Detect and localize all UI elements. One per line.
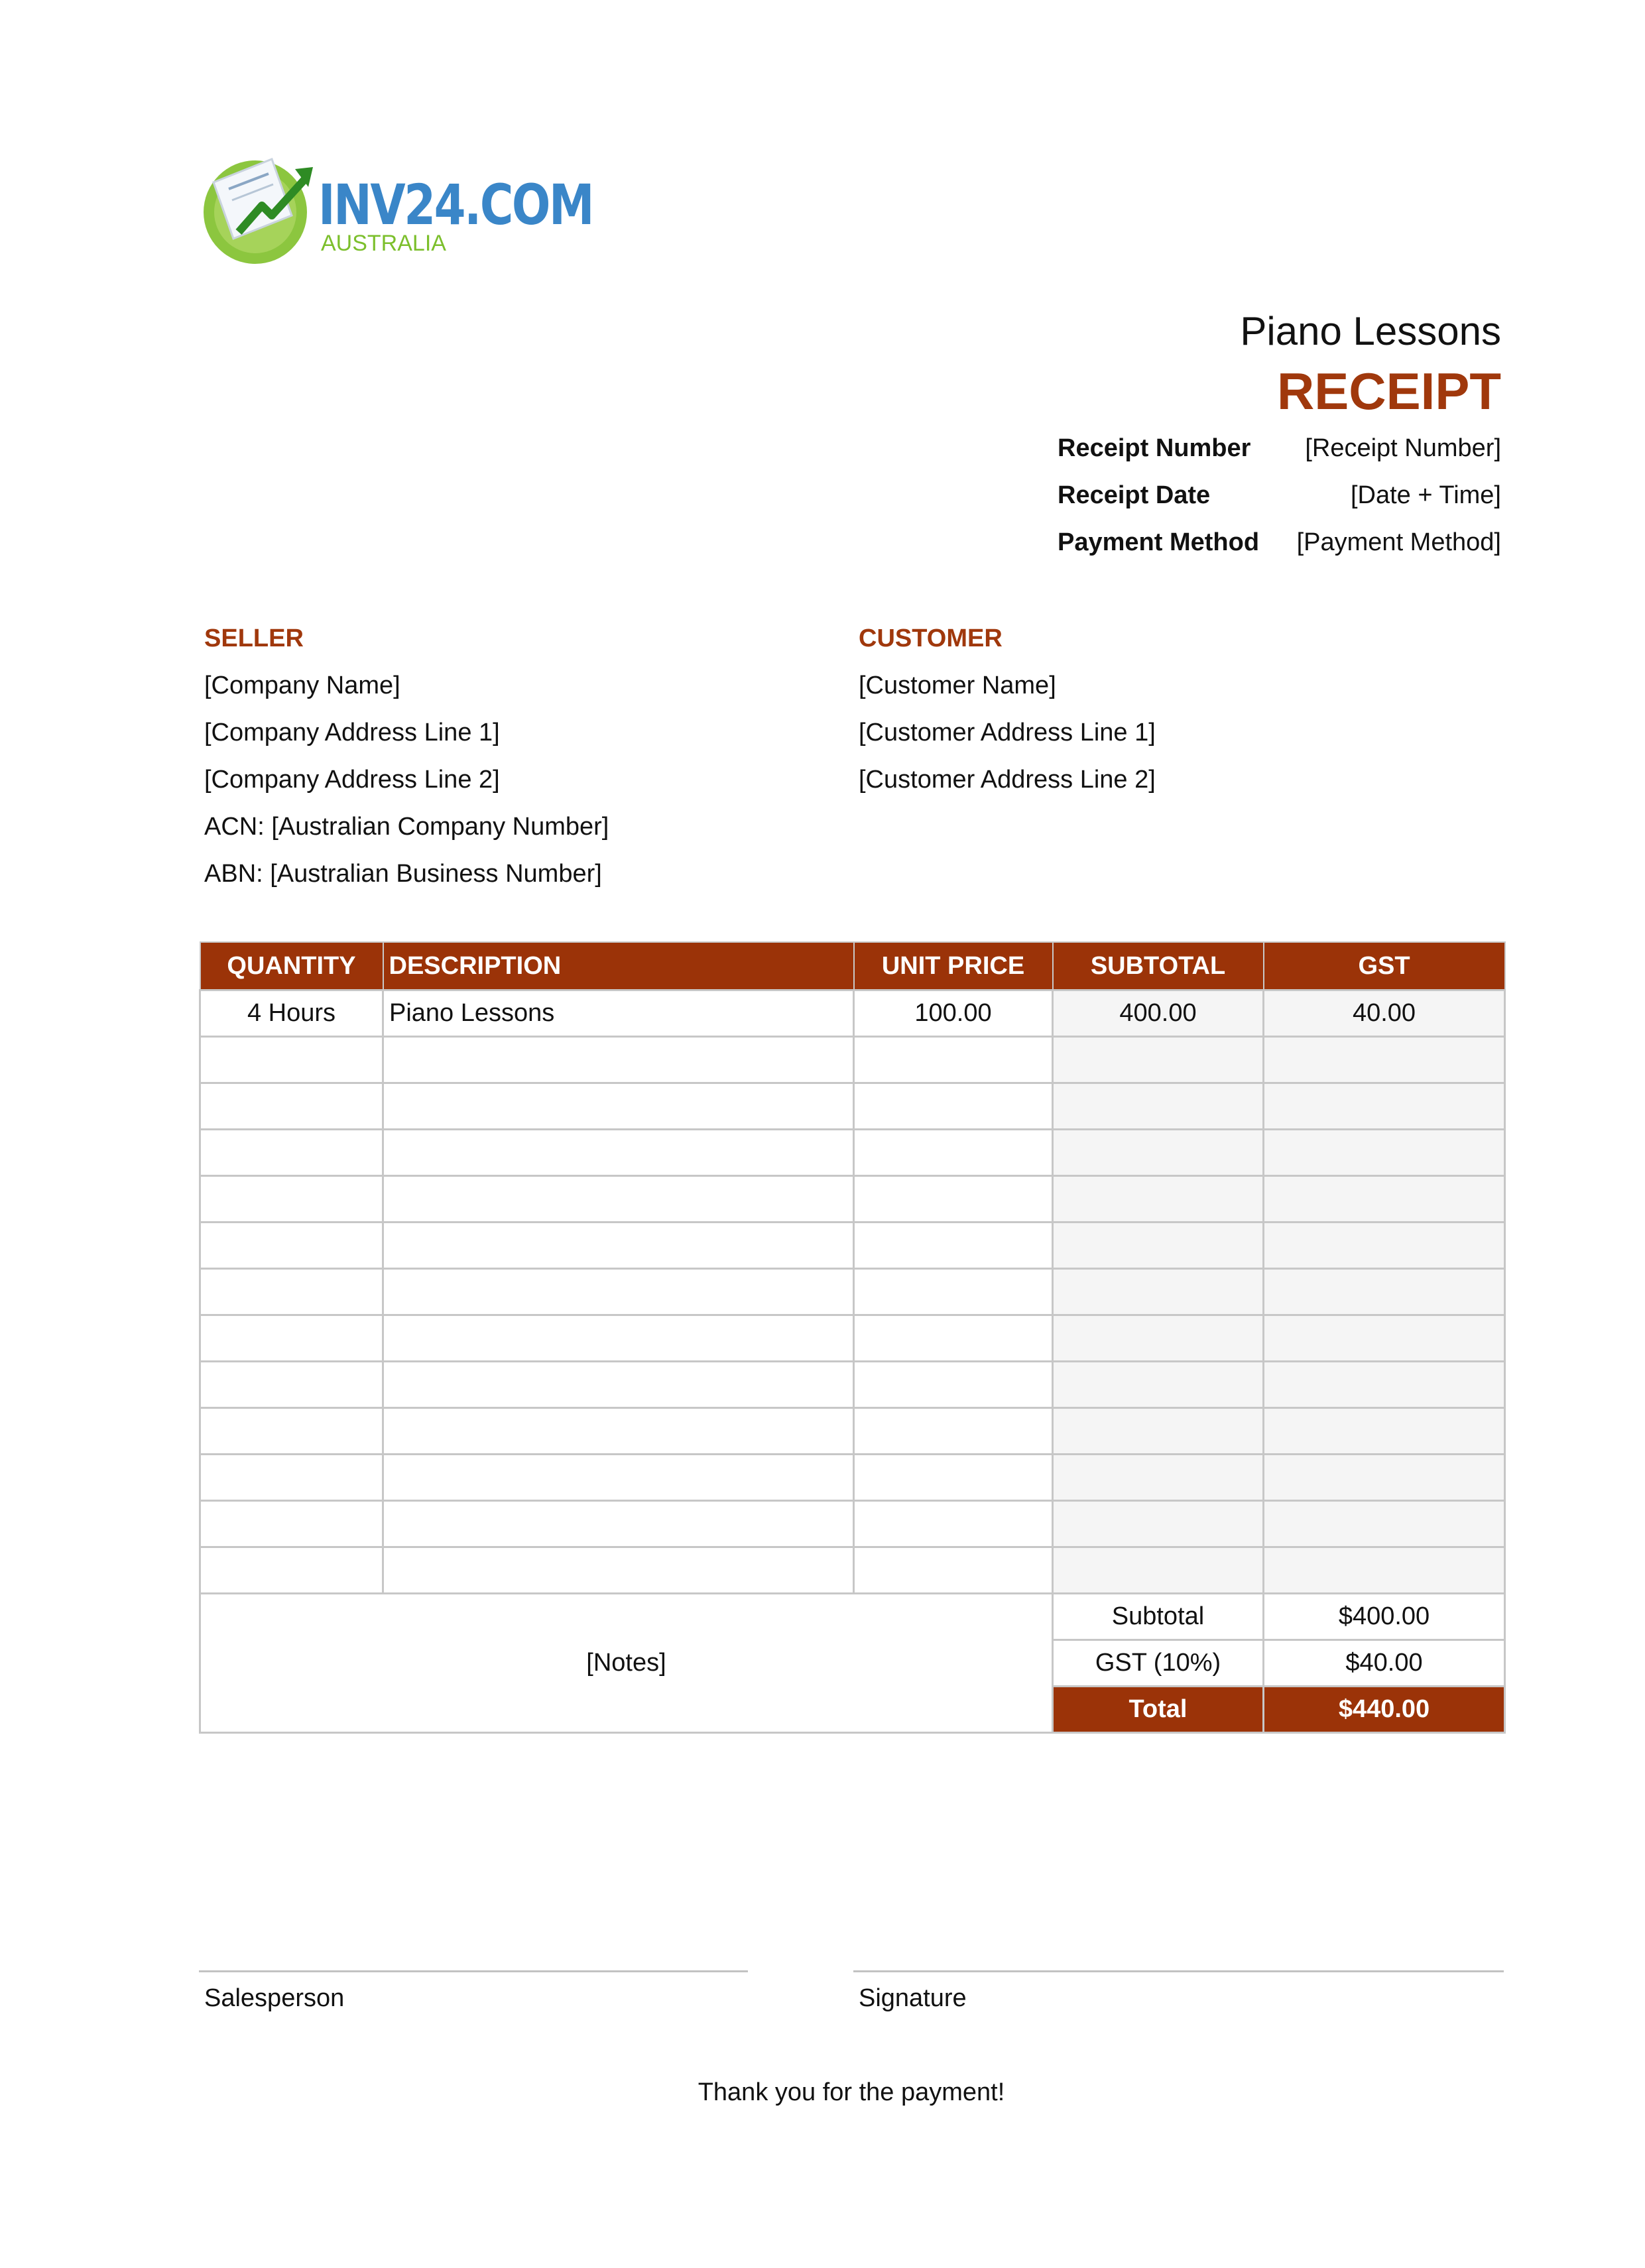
- subtotal-cell: [1053, 1083, 1264, 1130]
- quantity-cell: [200, 1455, 383, 1501]
- column-header-unit-price: UNIT PRICE: [854, 942, 1053, 990]
- payment-method-label: Payment Method: [1058, 528, 1260, 556]
- quantity-cell: [200, 1130, 383, 1176]
- gst-cell: [1264, 1501, 1505, 1547]
- gst-cell: [1264, 1315, 1505, 1362]
- thank-you-note: Thank you for the payment!: [698, 2078, 1005, 2106]
- document-growth-arrow-icon: [199, 152, 318, 265]
- column-header-quantity: QUANTITY: [200, 942, 383, 990]
- quantity-cell: [200, 1176, 383, 1223]
- quantity-cell: [200, 1269, 383, 1315]
- gst-cell: [1264, 1130, 1505, 1176]
- gst-cell: [1264, 1455, 1505, 1501]
- quantity-cell: [200, 1501, 383, 1547]
- quantity-cell: [200, 1408, 383, 1455]
- subtotal-cell: [1053, 1547, 1264, 1594]
- document-subtitle: Piano Lessons: [1240, 309, 1501, 353]
- description-cell: [383, 1315, 854, 1362]
- unit-price-cell: [854, 1315, 1053, 1362]
- description-cell: [383, 1362, 854, 1408]
- unit-price-cell: [854, 1223, 1053, 1269]
- customer-line: [Customer Address Line 1]: [859, 719, 1156, 746]
- table-row: [200, 1547, 1505, 1594]
- quantity-cell: [200, 1037, 383, 1083]
- quantity-cell: [200, 1315, 383, 1362]
- gst-cell: [1264, 1223, 1505, 1269]
- unit-price-cell: 100.00: [854, 990, 1053, 1037]
- notes-cell: [Notes]: [200, 1594, 1053, 1733]
- salesperson-signature-line: [199, 1970, 748, 1972]
- gst-cell: [1264, 1269, 1505, 1315]
- payment-method-value: [Payment Method]: [1296, 528, 1501, 556]
- quantity-cell: [200, 1547, 383, 1594]
- salesperson-label: Salesperson: [204, 1984, 345, 2012]
- table-row: [200, 1455, 1505, 1501]
- subtotal-cell: [1053, 1408, 1264, 1455]
- table-header-row: [200, 942, 1505, 990]
- quantity-cell: 4 Hours: [200, 990, 383, 1037]
- unit-price-cell: [854, 1501, 1053, 1547]
- column-header-gst: GST: [1264, 942, 1505, 990]
- description-cell: [383, 1408, 854, 1455]
- subtotal-cell: [1053, 1362, 1264, 1408]
- totals-row-subtotal: [200, 1594, 1505, 1640]
- gst-cell: [1264, 1176, 1505, 1223]
- customer-heading: CUSTOMER: [859, 625, 1003, 652]
- table-row: [200, 1223, 1505, 1269]
- subtotal-cell: 400.00: [1053, 990, 1264, 1037]
- description-cell: Piano Lessons: [383, 990, 854, 1037]
- signature-line: [853, 1970, 1504, 1972]
- gst-cell: [1264, 1547, 1505, 1594]
- description-cell: [383, 1223, 854, 1269]
- signature-label: Signature: [859, 1984, 967, 2012]
- subtotal-cell: [1053, 1223, 1264, 1269]
- gst-cell: [1264, 1362, 1505, 1408]
- gst-cell: [1264, 1083, 1505, 1130]
- gst-cell: [1264, 1408, 1505, 1455]
- table-row: [200, 1315, 1505, 1362]
- company-logo: [199, 152, 593, 265]
- description-cell: [383, 1547, 854, 1594]
- seller-line: ACN: [Australian Company Number]: [204, 813, 609, 841]
- gst-cell: 40.00: [1264, 990, 1505, 1037]
- table-row: [200, 1408, 1505, 1455]
- seller-heading: SELLER: [204, 625, 304, 652]
- unit-price-cell: [854, 1362, 1053, 1408]
- description-cell: [383, 1176, 854, 1223]
- receipt-number-label: Receipt Number: [1058, 434, 1251, 462]
- table-row: [200, 1362, 1505, 1408]
- customer-line: [Customer Address Line 2]: [859, 766, 1156, 794]
- seller-line: [Company Address Line 1]: [204, 719, 500, 746]
- logo-wordmark: INV24.COM: [318, 172, 593, 237]
- subtotal-cell: [1053, 1455, 1264, 1501]
- items-table: [199, 941, 1506, 1734]
- gst-cell: [1264, 1037, 1505, 1083]
- quantity-cell: [200, 1362, 383, 1408]
- subtotal-label: Subtotal: [1053, 1594, 1264, 1640]
- gst-label: GST (10%): [1053, 1640, 1264, 1687]
- table-row: [200, 1269, 1505, 1315]
- unit-price-cell: [854, 1408, 1053, 1455]
- subtotal-cell: [1053, 1315, 1264, 1362]
- description-cell: [383, 1130, 854, 1176]
- unit-price-cell: [854, 1037, 1053, 1083]
- quantity-cell: [200, 1083, 383, 1130]
- unit-price-cell: [854, 1083, 1053, 1130]
- subtotal-value: $400.00: [1264, 1594, 1505, 1640]
- table-row: [200, 1130, 1505, 1176]
- unit-price-cell: [854, 1269, 1053, 1315]
- unit-price-cell: [854, 1547, 1053, 1594]
- table-row: [200, 1037, 1505, 1083]
- receipt-date-label: Receipt Date: [1058, 481, 1211, 509]
- customer-line: [Customer Name]: [859, 672, 1056, 699]
- subtotal-cell: [1053, 1176, 1264, 1223]
- seller-line: [Company Address Line 2]: [204, 766, 500, 794]
- seller-line: [Company Name]: [204, 672, 400, 699]
- seller-line: ABN: [Australian Business Number]: [204, 860, 602, 888]
- total-label: Total: [1053, 1687, 1264, 1733]
- receipt-date-value: [Date + Time]: [1350, 481, 1501, 509]
- description-cell: [383, 1455, 854, 1501]
- subtotal-cell: [1053, 1130, 1264, 1176]
- logo-region: AUSTRALIA: [321, 231, 446, 256]
- unit-price-cell: [854, 1176, 1053, 1223]
- total-value: $440.00: [1264, 1687, 1505, 1733]
- table-row: [200, 1501, 1505, 1547]
- description-cell: [383, 1037, 854, 1083]
- unit-price-cell: [854, 1130, 1053, 1176]
- subtotal-cell: [1053, 1269, 1264, 1315]
- document-title: RECEIPT: [1276, 362, 1501, 420]
- subtotal-cell: [1053, 1037, 1264, 1083]
- table-row: [200, 990, 1505, 1037]
- column-header-subtotal: SUBTOTAL: [1053, 942, 1264, 990]
- description-cell: [383, 1501, 854, 1547]
- receipt-number-value: [Receipt Number]: [1305, 434, 1501, 462]
- subtotal-cell: [1053, 1501, 1264, 1547]
- unit-price-cell: [854, 1455, 1053, 1501]
- table-row: [200, 1083, 1505, 1130]
- column-header-description: DESCRIPTION: [383, 942, 854, 990]
- description-cell: [383, 1083, 854, 1130]
- gst-value: $40.00: [1264, 1640, 1505, 1687]
- table-row: [200, 1176, 1505, 1223]
- quantity-cell: [200, 1223, 383, 1269]
- description-cell: [383, 1269, 854, 1315]
